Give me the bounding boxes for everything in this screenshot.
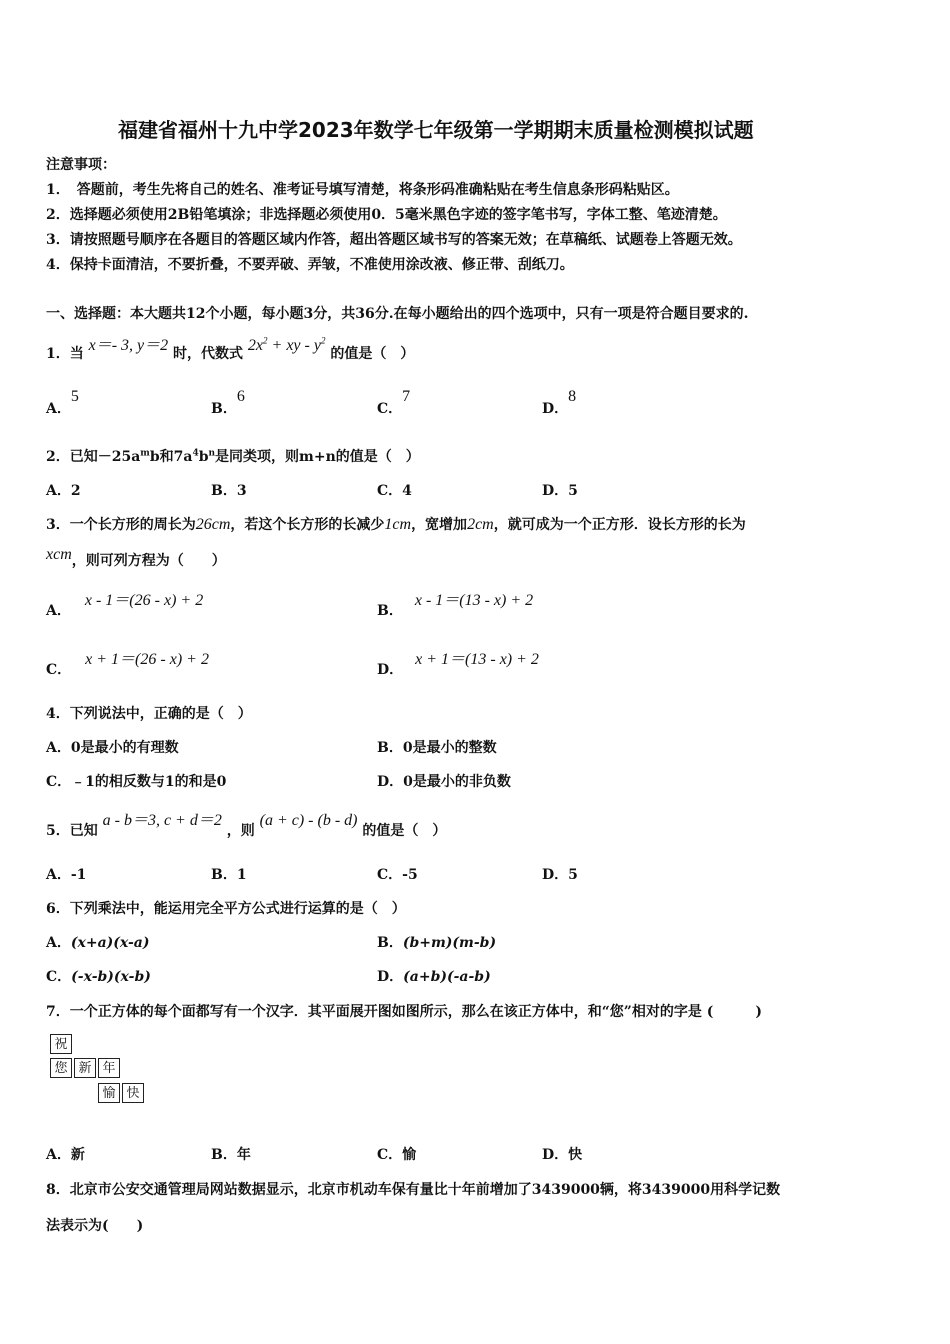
- question-5-stem: [46, 812, 447, 840]
- q3-text: ，宽增加: [411, 517, 468, 533]
- q2-exp: m: [140, 448, 150, 459]
- option-value: 6: [236, 388, 245, 405]
- q7-option-d[interactable]: [542, 1144, 582, 1164]
- option-value: 2: [70, 483, 81, 499]
- q5-text: 的值是（ ）: [362, 823, 447, 839]
- q3-option-c[interactable]: [46, 651, 209, 679]
- q1-option-b[interactable]: [211, 388, 245, 418]
- cube-face-5: 愉: [98, 1083, 120, 1103]
- option-label: A．: [46, 1147, 71, 1163]
- q3-math: 26cm: [195, 516, 231, 533]
- cube-face-4: 年: [98, 1058, 120, 1078]
- q3-text: ，就可成为一个正方形．设长方形的长为: [493, 517, 746, 533]
- option-label: B．: [211, 1147, 237, 1163]
- option-value: (x+a)(x-a): [70, 935, 150, 951]
- option-value: ﹣1的相反数与1的和是0: [71, 774, 227, 790]
- option-label: C．: [377, 1147, 403, 1163]
- q5-text: 5．已知: [46, 823, 98, 839]
- option-value: x - 1＝(13 - x) + 2: [414, 592, 534, 609]
- q1-mid: 时，代数式: [173, 346, 244, 362]
- q1-expr-part: + xy - y: [267, 337, 321, 354]
- q2-text: b和7a: [149, 449, 193, 465]
- q1-exp: 2: [263, 335, 268, 346]
- question-4-stem: 4．下列说法中，正确的是（ ）: [46, 706, 252, 722]
- q1-option-c[interactable]: [377, 388, 411, 418]
- notice-item: 1． 答题前，考生先将自己的姓名、准考证号填写清楚，将条形码准确粘贴在考生信息条形码粘贴区。: [46, 182, 679, 198]
- option-value: 5: [70, 388, 79, 405]
- option-label: B．: [211, 867, 237, 883]
- cube-net-figure: [48, 1034, 148, 1108]
- option-value: x + 1＝(13 - x) + 2: [415, 651, 539, 668]
- option-label: D．: [542, 401, 569, 417]
- q2-text: 2．已知－25a: [46, 449, 141, 465]
- option-label: C．: [377, 401, 403, 417]
- option-value: 0是最小的非负数: [403, 774, 511, 790]
- option-value: 4: [402, 483, 412, 499]
- notice-item: 4．保持卡面清洁，不要折叠，不要弄破、弄皱，不准使用涂改液、修正带、刮纸刀。: [46, 257, 574, 273]
- q7-option-b[interactable]: [211, 1144, 251, 1164]
- q3-option-a[interactable]: [46, 592, 204, 620]
- option-label: D．: [542, 867, 569, 883]
- option-label: D．: [542, 483, 569, 499]
- q7-option-c[interactable]: [377, 1144, 416, 1164]
- option-label: D．: [542, 1147, 569, 1163]
- q5-condition: a - b＝3, c + d＝2: [102, 812, 222, 829]
- q6-option-a[interactable]: [46, 932, 150, 952]
- option-label: A．: [46, 603, 71, 619]
- q1-option-a[interactable]: [46, 388, 79, 418]
- question-8-stem-line2: 法表示为( ): [46, 1218, 144, 1234]
- option-label: B．: [377, 935, 403, 951]
- q1-pre: 1．当: [46, 346, 84, 362]
- option-value: 快: [568, 1147, 583, 1163]
- option-label: C．: [46, 662, 72, 678]
- option-label: A．: [46, 483, 71, 499]
- option-value: 5: [568, 483, 578, 499]
- option-label: D．: [377, 969, 404, 985]
- option-label: C．: [46, 969, 72, 985]
- q2-exp: n: [208, 448, 216, 459]
- option-value: x - 1＝(26 - x) + 2: [84, 592, 204, 609]
- q4-option-b[interactable]: [377, 737, 497, 757]
- option-label: A．: [46, 401, 71, 417]
- option-value: 1: [236, 867, 247, 883]
- option-label: B．: [211, 401, 237, 417]
- q2-text: b: [198, 449, 209, 465]
- option-value: 0是最小的有理数: [70, 740, 179, 756]
- q5-text: ，则: [226, 823, 255, 839]
- option-label: C．: [46, 774, 72, 790]
- q3-option-b[interactable]: [377, 592, 534, 620]
- q3-option-d[interactable]: [377, 651, 539, 679]
- question-8-stem: 8．北京市公安交通管理局网站数据显示，北京市机动车保有量比十年前增加了3439000辆，将3439000用科学记数: [46, 1182, 781, 1198]
- option-label: A．: [46, 935, 71, 951]
- q7-option-a[interactable]: [46, 1144, 85, 1164]
- option-label: C．: [377, 483, 403, 499]
- q5-expression: (a + c) - (b - d): [259, 812, 358, 829]
- q5-option-c[interactable]: [377, 864, 418, 884]
- option-label: B．: [377, 603, 403, 619]
- q4-option-d[interactable]: [377, 771, 511, 791]
- cube-face-6: 快: [122, 1083, 144, 1103]
- q1-condition: x＝- 3, y＝2: [88, 337, 169, 354]
- q6-option-b[interactable]: [377, 932, 496, 952]
- option-label: A．: [46, 740, 71, 756]
- option-value: -5: [402, 867, 418, 883]
- section-heading: 一、选择题：本大题共12个小题，每小题3分，共36分.在每小题给出的四个选项中，只有一项是符合题目要求的.: [46, 306, 749, 322]
- page-title: 福建省福州十九中学2023年数学七年级第一学期期末质量检测模拟试题: [118, 118, 754, 142]
- question-1-stem: [46, 335, 415, 363]
- q2-exp: 4: [192, 448, 199, 459]
- q3-text: ，若这个长方形的长减少: [230, 517, 385, 533]
- q5-option-d[interactable]: [542, 864, 578, 884]
- option-value: (-x-b)(x-b): [71, 969, 151, 985]
- option-label: D．: [377, 774, 404, 790]
- q1-expr-part: 2x: [247, 337, 264, 354]
- option-value: 5: [568, 867, 578, 883]
- notice-heading: 注意事项：: [46, 157, 116, 173]
- option-value: (b+m)(m-b): [402, 935, 497, 951]
- question-3-stem: [46, 514, 746, 534]
- cube-face-3: 新: [74, 1058, 96, 1078]
- option-value: -1: [70, 867, 87, 883]
- q6-option-d[interactable]: [377, 966, 491, 986]
- q1-expression: [248, 337, 326, 354]
- cube-face-1: 祝: [50, 1034, 72, 1054]
- q3-math: xcm: [46, 546, 72, 563]
- question-6-stem: 6．下列乘法中，能运用完全平方公式进行运算的是（ ）: [46, 901, 406, 917]
- option-label: B．: [211, 483, 237, 499]
- q4-option-a[interactable]: [46, 737, 179, 757]
- q2-option-a[interactable]: [46, 480, 81, 500]
- q4-option-c[interactable]: [46, 771, 226, 791]
- question-7-stem: 7．一个正方体的每个面都写有一个汉字．其平面展开图如图所示，那么在该正方体中，和“您”相对的字是 ( ): [46, 1004, 762, 1020]
- option-value: 7: [402, 388, 411, 405]
- q3-text: ，则可列方程为（ ）: [71, 553, 226, 569]
- q5-option-b[interactable]: [211, 864, 247, 884]
- notice-item: 3．请按照题号顺序在各题目的答题区域内作答，超出答题区域书写的答案无效；在草稿纸、试题卷上答题无效。: [46, 232, 742, 248]
- option-value: x + 1＝(26 - x) + 2: [85, 651, 209, 668]
- q5-option-a[interactable]: [46, 864, 86, 884]
- q1-exp: 2: [320, 335, 326, 346]
- q2-option-c[interactable]: [377, 480, 412, 500]
- option-value: 0是最小的整数: [402, 740, 497, 756]
- option-value: (a+b)(-a-b): [403, 969, 491, 985]
- q6-option-c[interactable]: [46, 966, 151, 986]
- q3-text: 3．一个长方形的周长为: [46, 517, 196, 533]
- cube-face-2: 您: [50, 1058, 72, 1078]
- option-value: 年: [236, 1147, 251, 1163]
- question-2-stem: [46, 446, 420, 466]
- notice-item: 2．选择题必须使用2B铅笔填涂；非选择题必须使用0．5毫米黑色字迹的签字笔书写，字体工整、笔迹清楚。: [46, 207, 727, 223]
- option-label: D．: [377, 662, 404, 678]
- q1-option-d[interactable]: [542, 388, 577, 418]
- option-value: 3: [236, 483, 247, 499]
- q2-option-b[interactable]: [211, 480, 247, 500]
- q3-math: 1cm: [384, 516, 412, 533]
- question-3-stem-line2: [46, 546, 226, 570]
- option-value: 新: [70, 1147, 85, 1163]
- option-value: 8: [568, 388, 577, 405]
- option-value: 愉: [402, 1147, 417, 1163]
- option-label: C．: [377, 867, 403, 883]
- q2-option-d[interactable]: [542, 480, 578, 500]
- q2-text: 是同类项，则m+n的值是（ ）: [215, 449, 420, 465]
- option-label: A．: [46, 867, 71, 883]
- option-label: B．: [377, 740, 403, 756]
- q3-math: 2cm: [467, 516, 494, 533]
- q1-post: 的值是（ ）: [330, 346, 415, 362]
